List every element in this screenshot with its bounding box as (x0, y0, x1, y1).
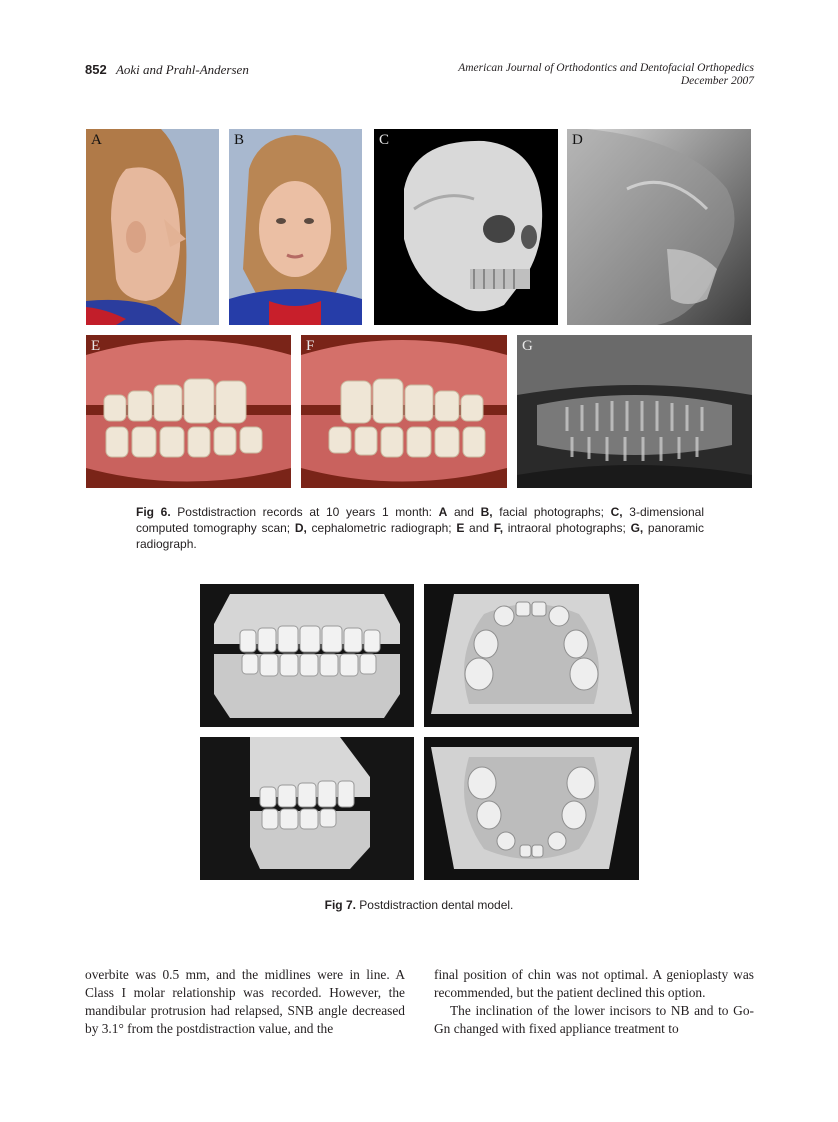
fig6-caption-bold: G, (630, 521, 644, 535)
panel-label-b: B (234, 132, 245, 148)
dental-model-lower-occlusal-image (424, 737, 639, 880)
fig6-caption-text: and (447, 505, 481, 519)
fig7-panel-upper-occlusal (424, 584, 639, 727)
fig6-caption-bold: E (456, 521, 465, 535)
panel-label-g: G (522, 338, 533, 354)
fig6-caption-text: cephalometric radiograph; (306, 521, 457, 535)
fig6-caption-text: and (464, 521, 494, 535)
fig7-panel-lower-occlusal (424, 737, 639, 880)
profile-photo-image (86, 129, 219, 325)
page-number: 852 (85, 62, 107, 77)
fig7-label: Fig 7. (324, 898, 356, 912)
fig6-panel-f (301, 335, 507, 488)
body-paragraph: The inclination of the lower incisors to NB and to Go-Gn changed with fixed appliance treatment to (434, 1003, 754, 1036)
fig6-caption-bold: A (438, 505, 448, 519)
body-paragraph: final position of chin was not optimal. A genioplasty was recommended, but the patient declined this option. (434, 967, 754, 1000)
body-column-right (434, 966, 754, 1038)
fig6-panel-a (86, 129, 219, 325)
fig6-caption-text: intraoral photographs; (503, 521, 631, 535)
fig6-caption-bold: D, (294, 521, 307, 535)
fig7-panel-frontal (200, 584, 414, 727)
dental-model-frontal-image (200, 584, 414, 727)
running-authors: Aoki and Prahl-Andersen (115, 62, 249, 77)
ct-skull-image (374, 129, 558, 325)
fig6-caption (136, 504, 704, 552)
fig6-caption-bold: C, (610, 505, 623, 519)
cephalometric-radiograph-image (567, 129, 751, 325)
fig7-panel-lateral (200, 737, 414, 880)
running-header-left (85, 62, 249, 78)
running-header-right (458, 62, 754, 88)
fig6-caption-text: facial photographs; (492, 505, 611, 519)
body-column-left: overbite was 0.5 mm, and the midlines were in line. A Class I molar relationship was recorded. However, the mandibular protrusion had relapsed, SNB angle decreased by 3.1° from the postdistraction value, and the (85, 967, 405, 1036)
panel-label-c: C (379, 132, 390, 148)
fig6-panel-d (567, 129, 751, 325)
fig6-caption-text: 3-dimensional computed tomography scan; (136, 505, 704, 535)
fig6-panel-g (517, 335, 752, 488)
dental-model-lateral-image (200, 737, 414, 880)
fig6-label: Fig 6. (136, 505, 171, 519)
fig6-caption-bold: B, (480, 505, 493, 519)
fig6-caption-text: panoramic radiograph. (136, 521, 704, 551)
fig6-caption-bold: F, (493, 521, 504, 535)
fig6-caption-text: Postdistraction records at 10 years 1 month: (170, 505, 439, 519)
fig6-panel-e (86, 335, 291, 488)
journal-title: American Journal of Orthodontics and Dentofacial Orthopedics (458, 62, 754, 74)
panel-label-a: A (91, 132, 102, 148)
panoramic-radiograph-image (517, 335, 752, 488)
panel-label-f: F (306, 338, 315, 354)
panel-label-e: E (91, 338, 101, 354)
issue-date: December 2007 (680, 75, 754, 87)
frontal-photo-image (229, 129, 362, 325)
fig7-caption-text: Postdistraction dental model. (355, 898, 514, 912)
dental-model-upper-occlusal-image (424, 584, 639, 727)
panel-label-d: D (572, 132, 583, 148)
intraoral-photo-right-image (86, 335, 291, 488)
fig6-panel-b (229, 129, 362, 325)
fig6-panel-c (374, 129, 558, 325)
intraoral-photo-left-image (301, 335, 507, 488)
fig7-caption (0, 897, 838, 913)
